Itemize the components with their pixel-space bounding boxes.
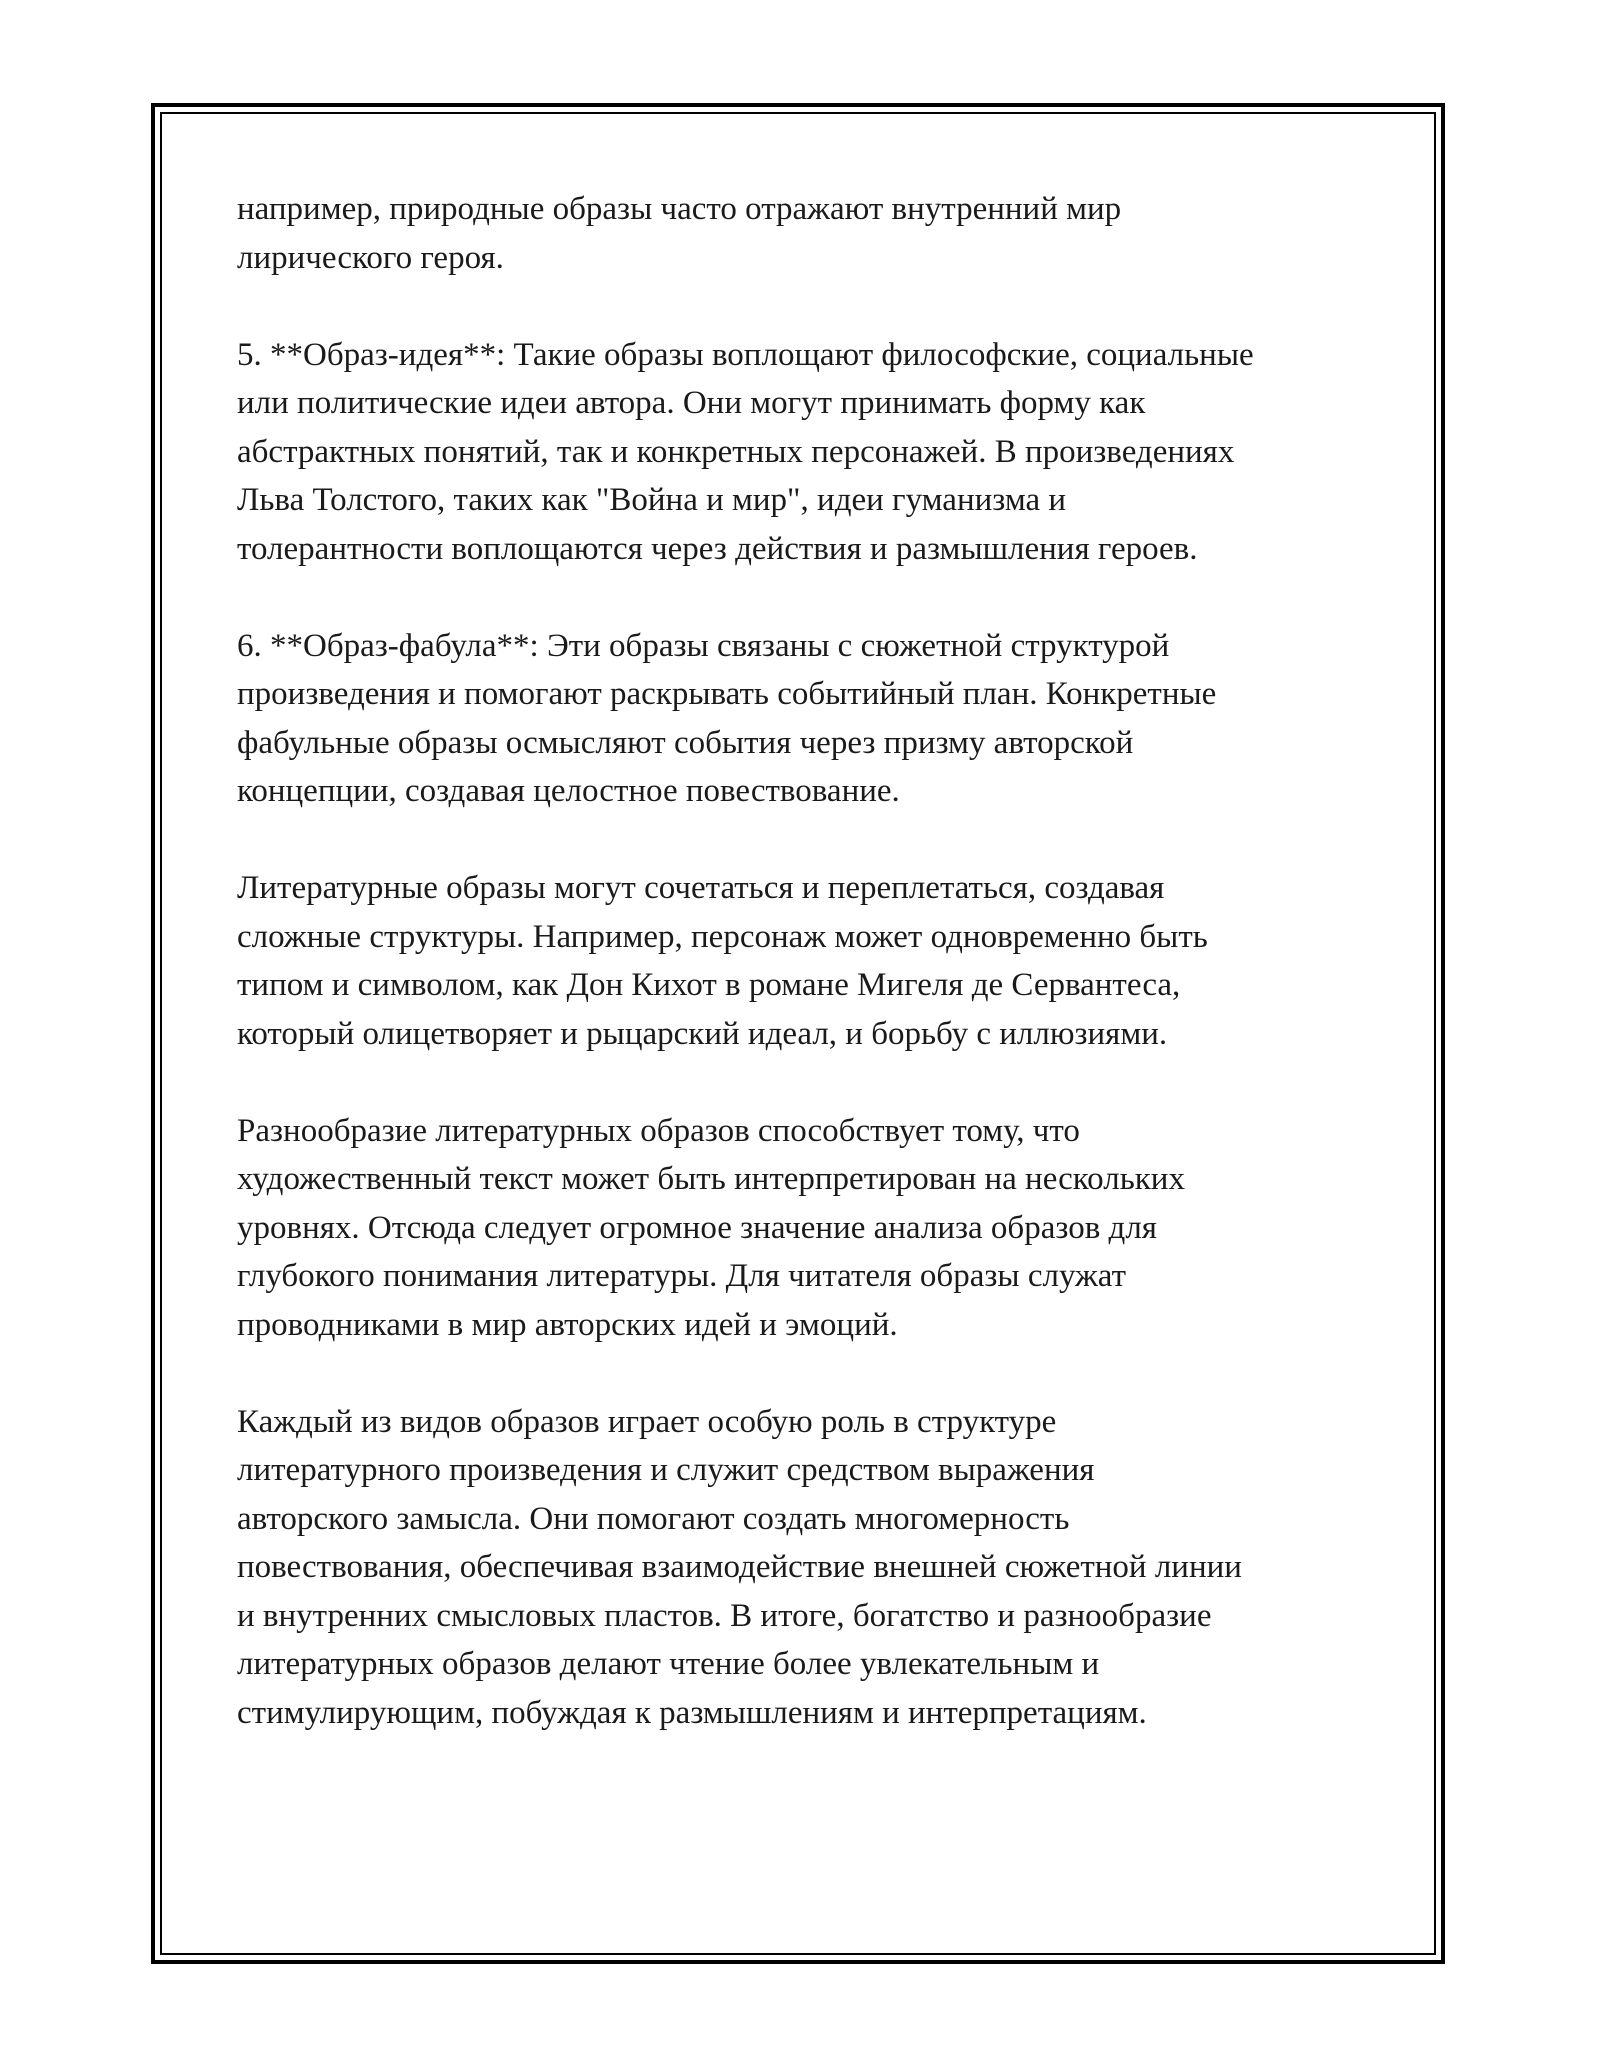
paragraph-conclusion: Каждый из видов образов играет особую роль в структуре литературного произведения и служит средством выражения авторского замысла. Они помогают создать многомерность повествования, обеспечивая взаимодействие внешней сюжетной линии и внутренних смысловых пластов. В итоге, богатство и разнообразие литературных образов делают чтение более увлекательным и стимулирующим, побуждая к размышлениям и интерпретациям. bbox=[237, 1403, 1242, 1731]
document-body bbox=[237, 185, 1387, 1786]
paragraph-image-plot: 6. **Образ-фабула**: Эти образы связаны с сюжетной структурой произведения и помогают раскрывать событийный план. Конкретные фабульные образы осмысляют события через призму авторской концепции, создавая целостное повествование. bbox=[237, 627, 1217, 809]
paragraph-diversity: Разнообразие литературных образов способствует тому, что художественный текст может быть интерпретирован на нескольких уровнях. Отсюда следует огромное значение анализа образов для глубокого понимания литературы. Для читателя образы служат проводниками в мир авторских идей и эмоций. bbox=[237, 1112, 1185, 1343]
paragraph-image-idea: 5. **Образ-идея**: Такие образы воплощают философские, социальные или политические идеи автора. Они могут принимать форму как абстрактных понятий, так и конкретных персонажей. В произведениях Льва Толстого, таких как "Война и мир", идеи гуманизма и толерантности воплощаются через действия и размышления героев. bbox=[237, 336, 1254, 567]
paragraph-nature-images: например, природные образы часто отражают внутренний мир лирического героя. bbox=[237, 191, 1122, 276]
paragraph-combined-images: Литературные образы могут сочетаться и переплетаться, создавая сложные структуры. Например, персонаж может одновременно быть типом и символом, как Дон Кихот в романе Мигеля де Сервантеса, который олицетворяет и рыцарский идеал, и борьбу с иллюзиями. bbox=[237, 870, 1208, 1052]
